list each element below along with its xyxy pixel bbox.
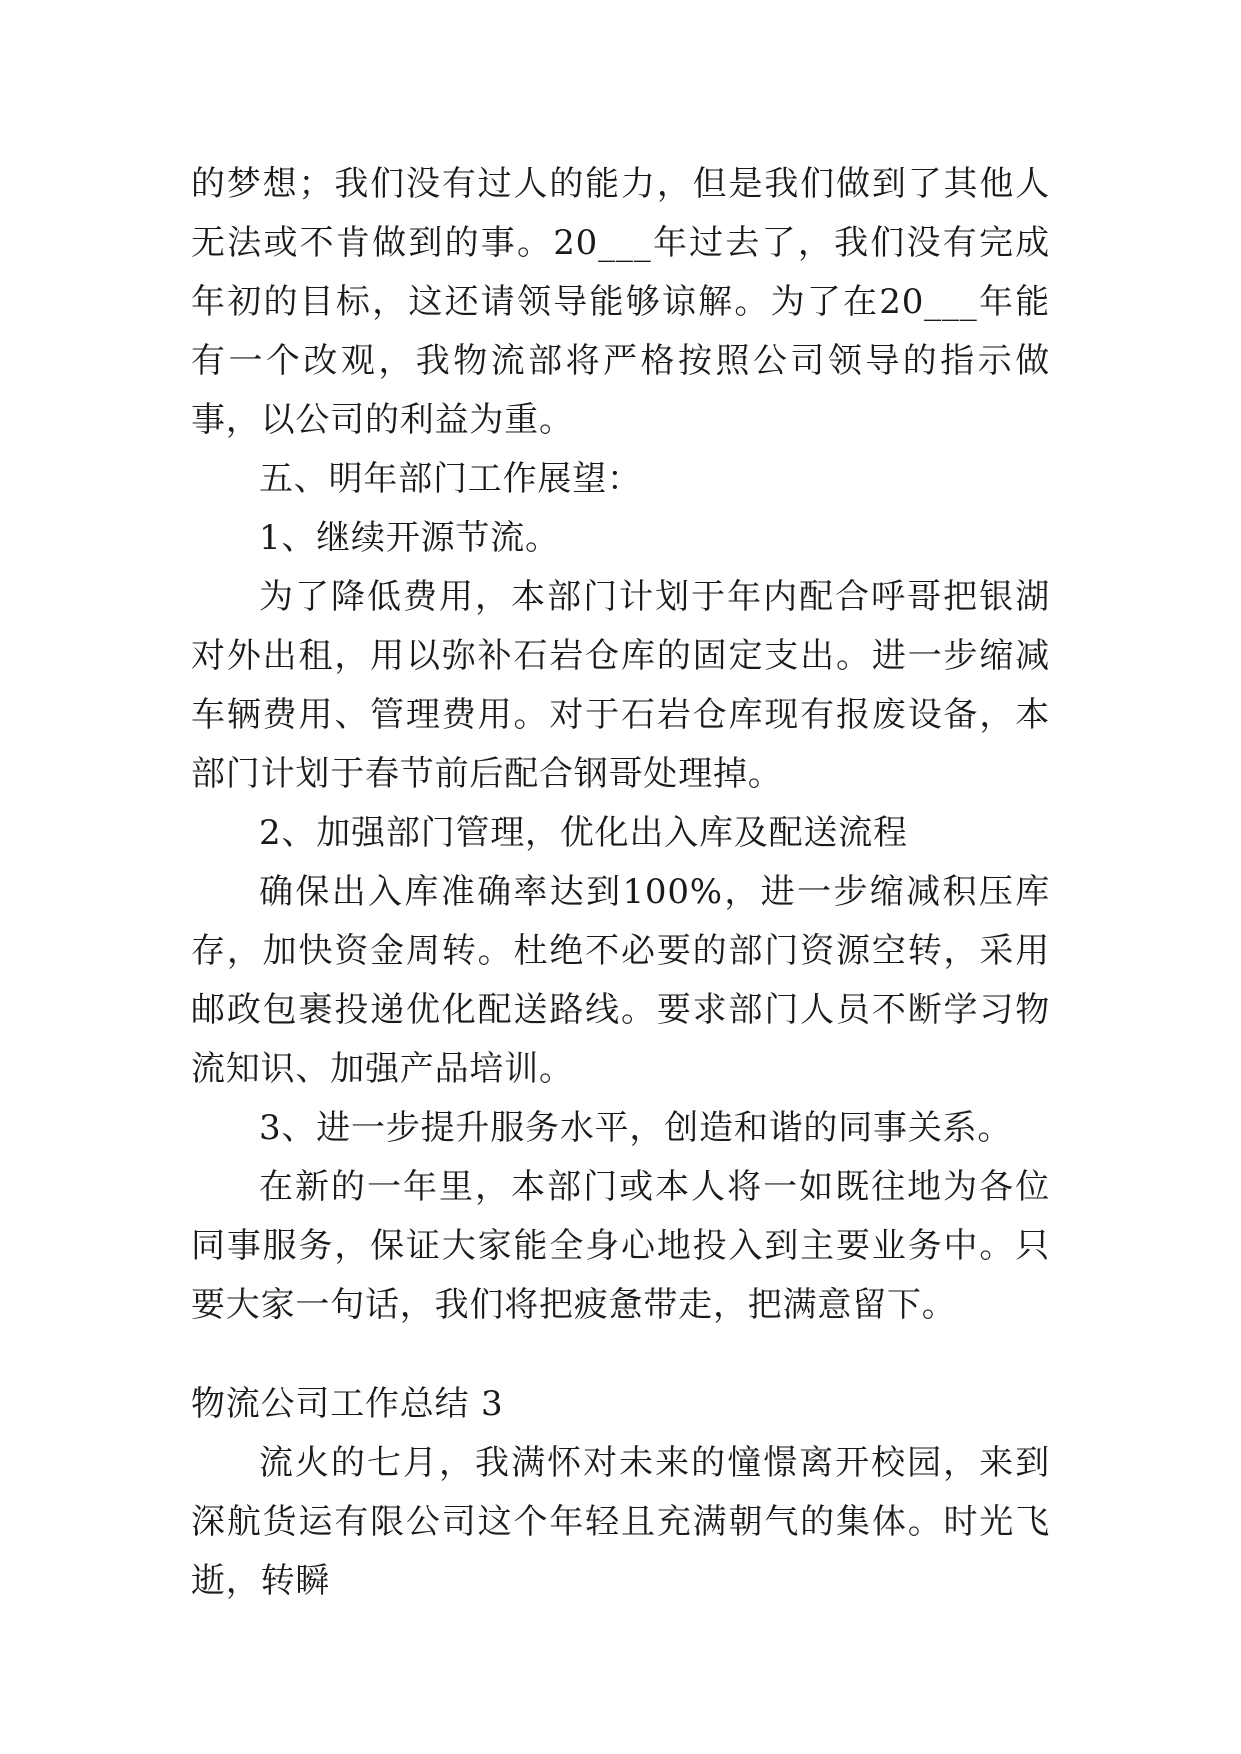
paragraph: 在新的一年里，本部门或本人将一如既往地为各位同事服务，保证大家能全身心地投入到主要业务中。只要大家一句话，我们将把疲惫带走，把满意留下。 bbox=[191, 1167, 1050, 1325]
paragraph: 流火的七月，我满怀对未来的憧憬离开校园，来到深航货运有限公司这个年轻且充满朝气的集体。时光飞逝，转瞬 bbox=[191, 1443, 1050, 1601]
paragraph: 为了降低费用，本部门计划于年内配合呼哥把银湖对外出租，用以弥补石岩仓库的固定支出。进一步缩减车辆费用、管理费用。对于石岩仓库现有报废设备，本部门计划于春节前后配合钢哥处理掉。 bbox=[191, 577, 1050, 794]
document-body bbox=[191, 155, 1050, 1611]
list-item-heading: 2、加强部门管理，优化出入库及配送流程 bbox=[259, 813, 908, 853]
paragraph-continuation: 的梦想；我们没有过人的能力，但是我们做到了其他人无法或不肯做到的事。20___年过去了，我们没有完成年初的目标，这还请领导能够谅解。为了在20___年能有一个改观，我物流部将严格按照公司领导的指示做事，以公司的利益为重。 bbox=[191, 164, 1050, 440]
list-item-heading: 1、继续开源节流。 bbox=[259, 518, 560, 558]
section-heading-outlook: 五、明年部门工作展望： bbox=[259, 459, 642, 499]
paragraph: 确保出入库准确率达到100%，进一步缩减积压库存，加快资金周转。杜绝不必要的部门资源空转，采用邮政包裹投递优化配送路线。要求部门人员不断学习物流知识、加强产品培训。 bbox=[191, 872, 1050, 1089]
section-title: 物流公司工作总结 3 bbox=[191, 1384, 504, 1424]
list-item-heading: 3、进一步提升服务水平，创造和谐的同事关系。 bbox=[259, 1108, 1013, 1148]
